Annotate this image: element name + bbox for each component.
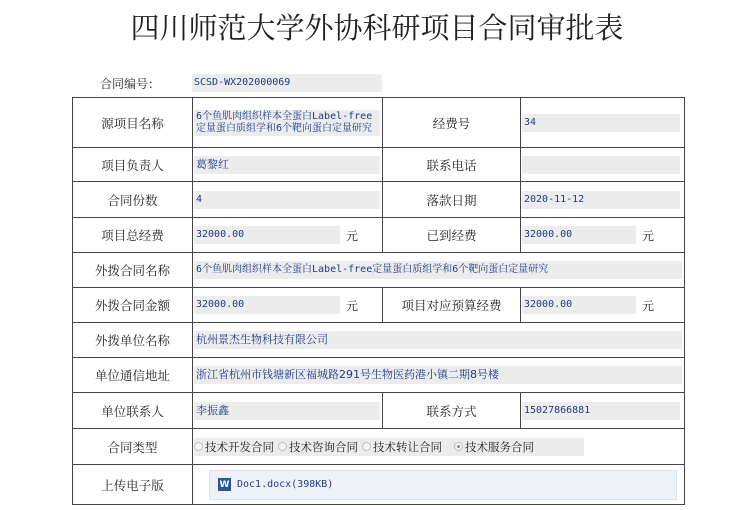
ext-amount-field[interactable]: 32000.00 <box>194 296 340 314</box>
radio-label: 技术转让合同 <box>373 439 442 454</box>
copies-label: 合同份数 <box>73 182 193 218</box>
total-fund-group <box>193 226 382 244</box>
radio-tech-consulting[interactable] <box>278 439 358 455</box>
contact-person-label: 单位联系人 <box>73 393 193 429</box>
received-fund-group <box>521 226 684 244</box>
table-row <box>73 98 685 148</box>
ext-contract-name-label: 外拨合同名称 <box>73 253 193 288</box>
contract-no-label: 合同编号： <box>100 77 161 91</box>
upload-label: 上传电子版 <box>73 465 193 505</box>
radio-label: 技术开发合同 <box>205 439 274 454</box>
table-row <box>73 288 685 323</box>
ext-amount-label: 外拨合同金额 <box>73 288 193 323</box>
upload-file-box <box>209 470 677 500</box>
table-row <box>73 393 685 429</box>
source-project-cell <box>193 98 383 148</box>
leader-label: 项目负责人 <box>73 148 193 182</box>
ext-unit-field[interactable]: 杭州景杰生物科技有限公司 <box>194 331 682 349</box>
table-row <box>73 358 685 393</box>
copies-cell <box>193 182 383 218</box>
table-row <box>73 218 685 253</box>
fund-no-field[interactable]: 34 <box>522 114 680 132</box>
table-row <box>73 429 685 465</box>
received-fund-cell <box>521 218 685 253</box>
ext-contract-name-field[interactable]: 6个鱼肌肉组织样本全蛋白Label-free定量蛋白质组学和6个靶向蛋白定量研究 <box>194 261 682 279</box>
received-fund-field[interactable]: 32000.00 <box>522 226 636 244</box>
radio-label: 技术服务合同 <box>465 439 534 454</box>
fund-no-label: 经费号 <box>383 98 521 148</box>
ext-amount-unit: 元 <box>346 298 359 313</box>
leader-cell <box>193 148 383 182</box>
contract-no-row <box>72 72 684 94</box>
date-cell <box>521 182 685 218</box>
contact-person-field[interactable]: 李振鑫 <box>194 402 380 420</box>
contact-method-cell <box>521 393 685 429</box>
ext-unit-label: 外拨单位名称 <box>73 323 193 358</box>
table-row <box>73 253 685 288</box>
uploaded-file-link[interactable]: Doc1.docx(398KB) <box>237 479 334 490</box>
table-row <box>73 465 685 505</box>
leader-field[interactable]: 葛黎红 <box>194 156 380 174</box>
contract-no-field[interactable]: SCSD-WX202000069 <box>192 74 382 92</box>
table-row <box>73 323 685 358</box>
received-fund-unit: 元 <box>642 228 655 243</box>
radio-label: 技术咨询合同 <box>289 439 358 454</box>
table-row <box>73 148 685 182</box>
radio-button[interactable] <box>194 442 203 451</box>
radio-button-selected[interactable] <box>454 442 463 451</box>
source-project-field[interactable]: 6个鱼肌肉组织样本全蛋白Label-free定量蛋白质组学和6个靶向蛋白定量研究 <box>194 110 380 136</box>
date-label: 落款日期 <box>383 182 521 218</box>
radio-tech-transfer[interactable] <box>362 439 442 455</box>
ext-amount-group <box>193 296 382 314</box>
page-title: 四川师范大学外协科研项目合同审批表 <box>130 11 624 45</box>
address-field[interactable]: 浙江省杭州市钱塘新区福城路291号生物医药港小镇二期8号楼 <box>194 366 682 384</box>
contract-type-label: 合同类型 <box>73 429 193 465</box>
received-fund-label: 已到经费 <box>383 218 521 253</box>
contract-type-cell <box>193 429 685 465</box>
radio-tech-development[interactable] <box>194 439 274 455</box>
contact-method-label: 联系方式 <box>383 393 521 429</box>
address-cell <box>193 358 685 393</box>
upload-cell <box>193 465 685 505</box>
budget-field[interactable]: 32000.00 <box>522 296 636 314</box>
fund-no-cell <box>521 98 685 148</box>
total-fund-unit: 元 <box>346 228 359 243</box>
total-fund-label: 项目总经费 <box>73 218 193 253</box>
budget-unit: 元 <box>642 298 655 313</box>
phone-label: 联系电话 <box>383 148 521 182</box>
table-row <box>73 182 685 218</box>
date-field[interactable]: 2020-11-12 <box>522 191 680 209</box>
ext-amount-cell <box>193 288 383 323</box>
word-icon: W <box>219 479 230 490</box>
contact-person-cell <box>193 393 383 429</box>
radio-button[interactable] <box>278 442 287 451</box>
contact-method-field[interactable]: 15027866881 <box>522 402 680 420</box>
copies-field[interactable]: 4 <box>194 191 380 209</box>
total-fund-cell <box>193 218 383 253</box>
budget-label: 项目对应预算经费 <box>383 288 521 323</box>
contract-type-radio-group <box>194 438 584 456</box>
source-project-label: 源项目名称 <box>73 98 193 148</box>
phone-cell <box>521 148 685 182</box>
address-label: 单位通信地址 <box>73 358 193 393</box>
approval-form-table <box>72 97 685 505</box>
budget-group <box>521 296 684 314</box>
ext-contract-name-cell <box>193 253 685 288</box>
radio-tech-service[interactable] <box>454 439 534 455</box>
phone-field[interactable] <box>522 156 680 174</box>
radio-button[interactable] <box>362 442 371 451</box>
budget-cell <box>521 288 685 323</box>
total-fund-field[interactable]: 32000.00 <box>194 226 340 244</box>
ext-unit-cell <box>193 323 685 358</box>
